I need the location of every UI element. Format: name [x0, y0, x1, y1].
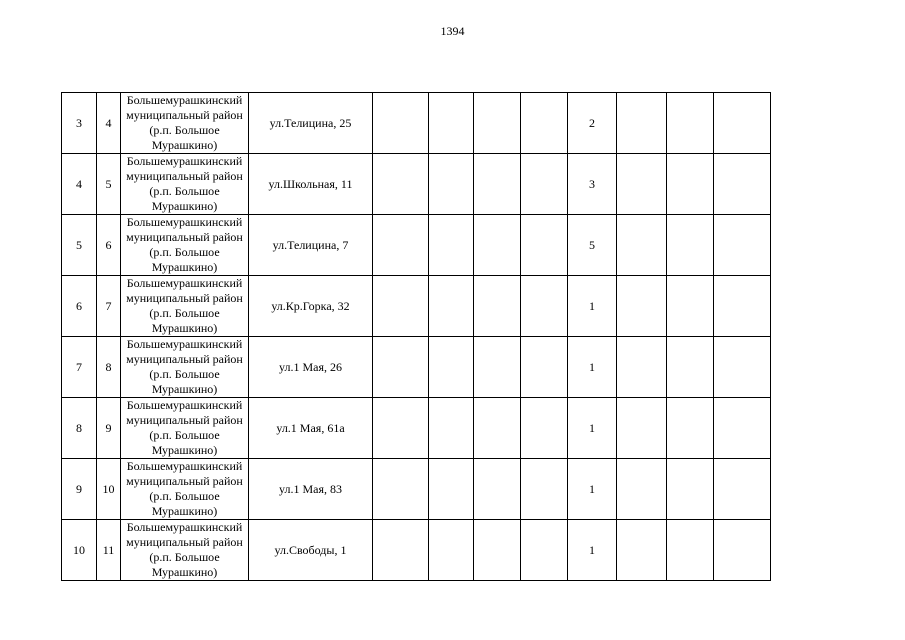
empty-cell: [667, 337, 714, 398]
address-cell: ул.1 Мая, 26: [249, 337, 373, 398]
row-number-cell: 11: [97, 520, 121, 581]
empty-cell: [474, 154, 521, 215]
table-row: [62, 520, 771, 581]
empty-cell: [714, 337, 771, 398]
empty-cell: [521, 520, 568, 581]
table-row: [62, 154, 771, 215]
empty-cell: [521, 337, 568, 398]
district-line: муниципальный район: [126, 352, 243, 366]
empty-cell: [373, 337, 429, 398]
empty-cell: [521, 93, 568, 154]
row-number-cell: 4: [97, 93, 121, 154]
district-line: муниципальный район: [126, 169, 243, 183]
table-row: [62, 215, 771, 276]
district-line: Большемурашкинский: [126, 520, 243, 534]
empty-cell: [617, 337, 667, 398]
district-line: Мурашкино): [151, 199, 218, 213]
row-index-cell: 3: [62, 93, 97, 154]
district-line: Мурашкино): [151, 504, 218, 518]
district-line: (р.п. Большое: [149, 367, 220, 381]
empty-cell: [714, 154, 771, 215]
row-index-cell: 6: [62, 276, 97, 337]
address-cell: ул.1 Мая, 61а: [249, 398, 373, 459]
empty-cell: [617, 520, 667, 581]
empty-cell: [474, 398, 521, 459]
empty-cell: [474, 215, 521, 276]
row-number-cell: 8: [97, 337, 121, 398]
district-line: Большемурашкинский: [126, 459, 243, 473]
address-cell: ул.Школьная, 11: [249, 154, 373, 215]
address-cell: ул.Телицина, 25: [249, 93, 373, 154]
district-line: муниципальный район: [126, 413, 243, 427]
registry-table: [61, 92, 771, 581]
district-line: Большемурашкинский: [126, 215, 243, 229]
empty-cell: [714, 276, 771, 337]
district-line: Большемурашкинский: [126, 337, 243, 351]
district-line: Большемурашкинский: [126, 93, 243, 107]
row-index-cell: 4: [62, 154, 97, 215]
district-cell: [121, 276, 249, 337]
empty-cell: [714, 215, 771, 276]
address-cell: ул.Свободы, 1: [249, 520, 373, 581]
district-line: (р.п. Большое: [149, 489, 220, 503]
count-cell: 1: [568, 520, 617, 581]
table-row: [62, 276, 771, 337]
empty-cell: [474, 459, 521, 520]
district-line: муниципальный район: [126, 535, 243, 549]
table-row: [62, 337, 771, 398]
empty-cell: [617, 93, 667, 154]
district-line: (р.п. Большое: [149, 428, 220, 442]
empty-cell: [714, 520, 771, 581]
empty-cell: [617, 154, 667, 215]
empty-cell: [521, 154, 568, 215]
count-cell: 1: [568, 459, 617, 520]
empty-cell: [474, 276, 521, 337]
empty-cell: [373, 93, 429, 154]
empty-cell: [617, 215, 667, 276]
empty-cell: [474, 93, 521, 154]
district-cell: [121, 154, 249, 215]
district-line: Мурашкино): [151, 138, 218, 152]
table-row: [62, 398, 771, 459]
empty-cell: [667, 93, 714, 154]
empty-cell: [714, 398, 771, 459]
district-line: Мурашкино): [151, 260, 218, 274]
empty-cell: [617, 459, 667, 520]
empty-cell: [521, 276, 568, 337]
empty-cell: [521, 398, 568, 459]
empty-cell: [429, 215, 474, 276]
empty-cell: [521, 459, 568, 520]
count-cell: 1: [568, 398, 617, 459]
district-line: (р.п. Большое: [149, 245, 220, 259]
empty-cell: [714, 93, 771, 154]
district-line: Большемурашкинский: [126, 276, 243, 290]
row-number-cell: 9: [97, 398, 121, 459]
district-cell: [121, 520, 249, 581]
empty-cell: [429, 520, 474, 581]
district-line: муниципальный район: [126, 230, 243, 244]
empty-cell: [474, 337, 521, 398]
count-cell: 5: [568, 215, 617, 276]
district-line: Большемурашкинский: [126, 154, 243, 168]
empty-cell: [667, 154, 714, 215]
empty-cell: [429, 93, 474, 154]
count-cell: 3: [568, 154, 617, 215]
empty-cell: [429, 337, 474, 398]
district-line: (р.п. Большое: [149, 550, 220, 564]
district-line: Большемурашкинский: [126, 398, 243, 412]
district-line: Мурашкино): [151, 443, 218, 457]
empty-cell: [667, 398, 714, 459]
table-row: [62, 93, 771, 154]
row-index-cell: 9: [62, 459, 97, 520]
row-number-cell: 5: [97, 154, 121, 215]
page-number: 1394: [440, 24, 465, 38]
count-cell: 1: [568, 276, 617, 337]
empty-cell: [429, 398, 474, 459]
district-line: (р.п. Большое: [149, 123, 220, 137]
empty-cell: [373, 398, 429, 459]
district-line: Мурашкино): [151, 565, 218, 579]
empty-cell: [667, 215, 714, 276]
row-index-cell: 7: [62, 337, 97, 398]
district-line: Мурашкино): [151, 321, 218, 335]
empty-cell: [373, 520, 429, 581]
row-index-cell: 5: [62, 215, 97, 276]
row-index-cell: 10: [62, 520, 97, 581]
empty-cell: [667, 459, 714, 520]
address-cell: ул.Телицина, 7: [249, 215, 373, 276]
empty-cell: [617, 276, 667, 337]
table-row: [62, 459, 771, 520]
empty-cell: [617, 398, 667, 459]
district-cell: [121, 215, 249, 276]
district-line: (р.п. Большое: [149, 306, 220, 320]
empty-cell: [667, 520, 714, 581]
count-cell: 1: [568, 337, 617, 398]
empty-cell: [474, 520, 521, 581]
empty-cell: [667, 276, 714, 337]
row-index-cell: 8: [62, 398, 97, 459]
empty-cell: [521, 215, 568, 276]
row-number-cell: 7: [97, 276, 121, 337]
district-line: Мурашкино): [151, 382, 218, 396]
empty-cell: [429, 459, 474, 520]
district-line: муниципальный район: [126, 474, 243, 488]
empty-cell: [429, 276, 474, 337]
district-cell: [121, 459, 249, 520]
empty-cell: [373, 459, 429, 520]
district-line: муниципальный район: [126, 291, 243, 305]
address-cell: ул.Кр.Горка, 32: [249, 276, 373, 337]
district-cell: [121, 337, 249, 398]
row-number-cell: 6: [97, 215, 121, 276]
empty-cell: [429, 154, 474, 215]
empty-cell: [373, 154, 429, 215]
row-number-cell: 10: [97, 459, 121, 520]
count-cell: 2: [568, 93, 617, 154]
district-cell: [121, 398, 249, 459]
district-line: муниципальный район: [126, 108, 243, 122]
district-line: (р.п. Большое: [149, 184, 220, 198]
empty-cell: [373, 215, 429, 276]
empty-cell: [373, 276, 429, 337]
district-cell: [121, 93, 249, 154]
table-body: [62, 93, 771, 581]
address-cell: ул.1 Мая, 83: [249, 459, 373, 520]
empty-cell: [714, 459, 771, 520]
